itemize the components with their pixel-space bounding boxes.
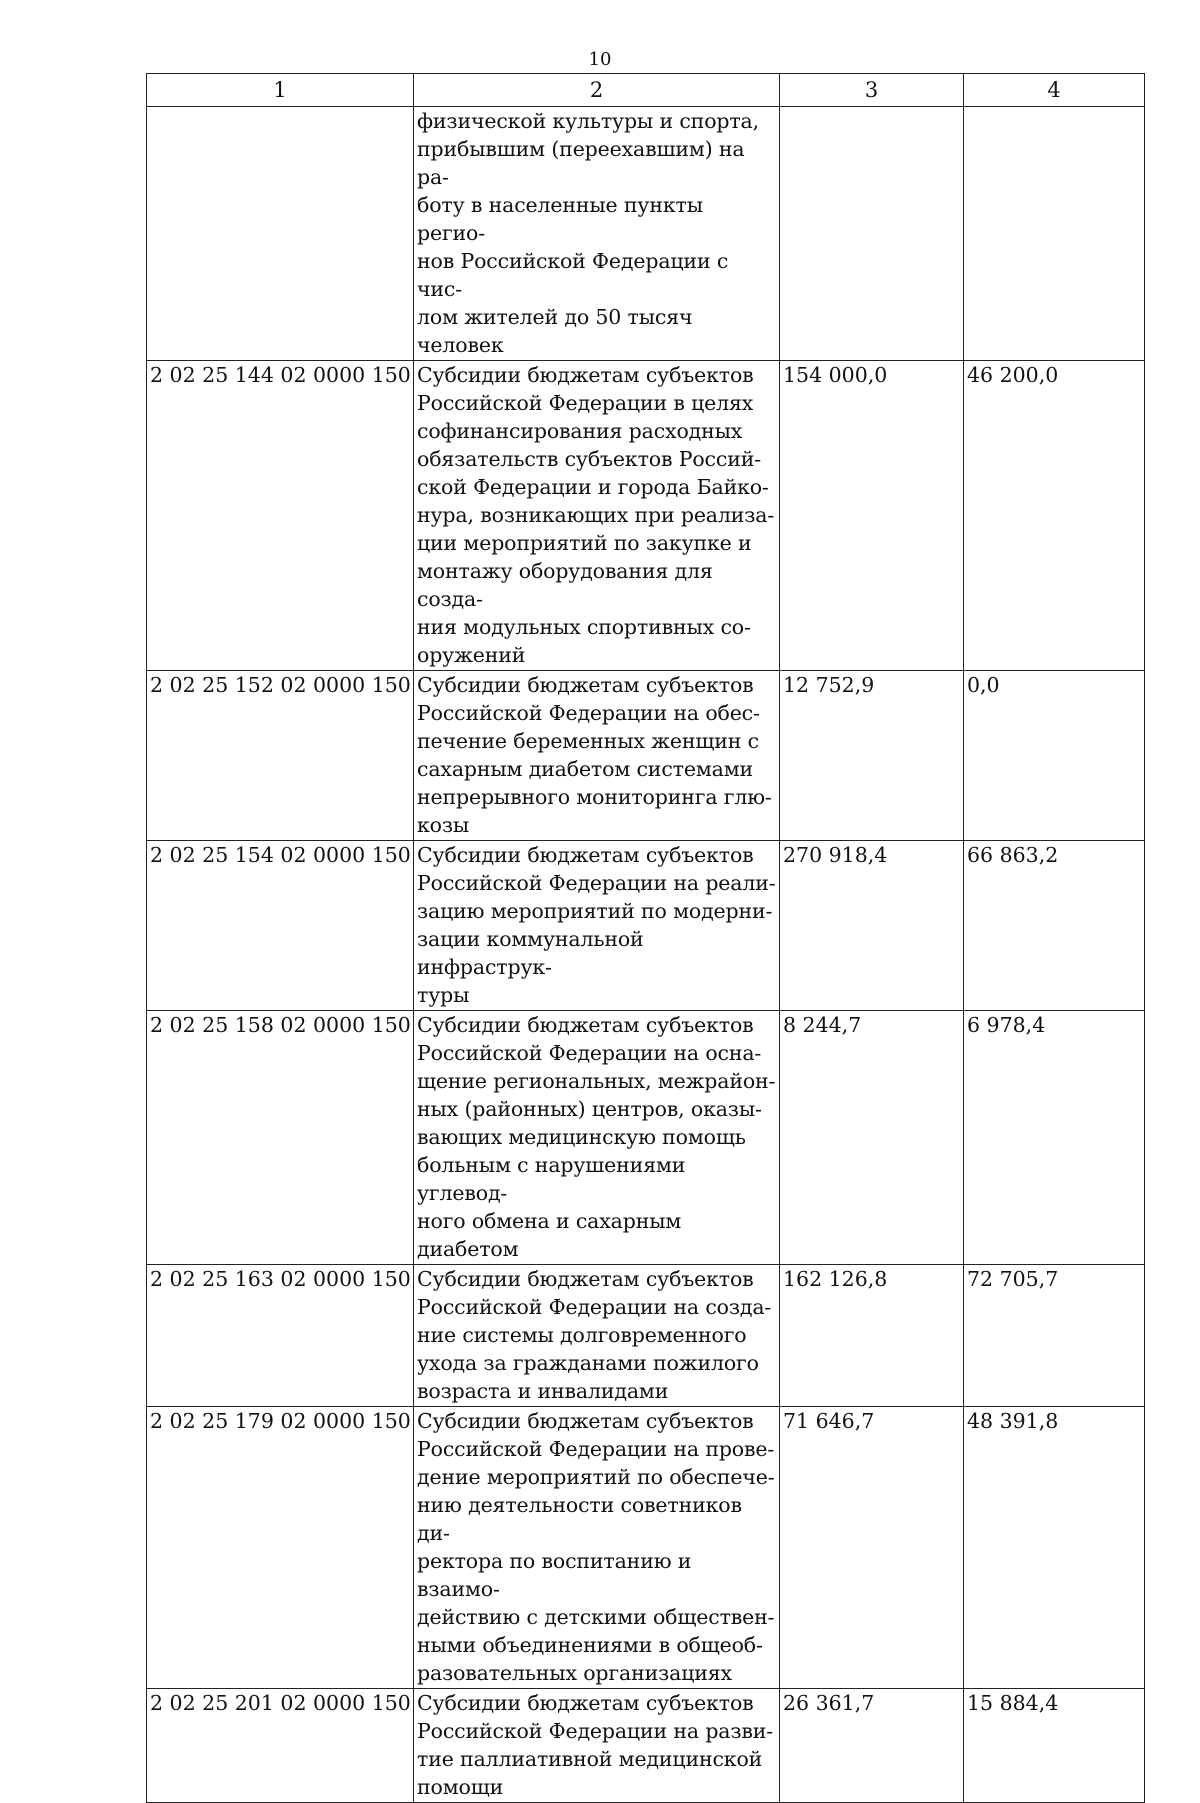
description-line: ции мероприятий по закупке и — [417, 531, 752, 555]
description-line: нура, возникающих при реализа- — [417, 503, 775, 527]
income-description — [414, 1265, 780, 1407]
description-line: Российской Федерации на обес- — [417, 701, 760, 725]
classification-code: 2 02 25 144 02 0000 150 — [147, 361, 414, 671]
income-description — [414, 361, 780, 671]
description-line: ными объединениями в общеоб- — [417, 1633, 763, 1657]
classification-code: 2 02 25 152 02 0000 150 — [147, 671, 414, 841]
description-line: Российской Федерации на прове- — [417, 1437, 775, 1461]
table-row — [147, 1407, 1145, 1689]
description-line: возраста и инвалидами — [417, 1379, 669, 1403]
classification-code: 2 02 25 154 02 0000 150 — [147, 841, 414, 1011]
description-line: Субсидии бюджетам субъектов — [417, 673, 754, 697]
description-line: Субсидии бюджетам субъектов — [417, 1267, 754, 1291]
description-line: Российской Федерации на реали- — [417, 871, 776, 895]
classification-code: 2 02 25 163 02 0000 150 — [147, 1265, 414, 1407]
table-row — [147, 107, 1145, 361]
description-line: ской Федерации и города Байко- — [417, 475, 769, 499]
amount-column-4: 6 978,4 — [964, 1011, 1145, 1265]
amount-column-3: 71 646,7 — [780, 1407, 964, 1689]
page-number: 10 — [588, 49, 612, 70]
description-line: туры — [417, 983, 470, 1007]
description-line: непрерывного мониторинга глю- — [417, 785, 772, 809]
table-row — [147, 1689, 1145, 1803]
description-line: монтажу оборудования для созда- — [417, 559, 713, 611]
description-line: Российской Федерации в целях — [417, 391, 754, 415]
column-header-4: 4 — [964, 74, 1145, 107]
description-line: разовательных организациях — [417, 1661, 732, 1685]
description-line: тие паллиативной медицинской — [417, 1747, 763, 1771]
amount-column-3: 162 126,8 — [780, 1265, 964, 1407]
column-header-3: 3 — [780, 74, 964, 107]
table-row — [147, 1265, 1145, 1407]
description-line: Субсидии бюджетам субъектов — [417, 843, 754, 867]
description-line: ного обмена и сахарным диабетом — [417, 1209, 682, 1261]
description-line: ных (районных) центров, оказы- — [417, 1097, 762, 1121]
description-line: софинансирования расходных — [417, 419, 743, 443]
description-line: оружений — [417, 643, 526, 667]
table-row — [147, 671, 1145, 841]
description-line: зацию мероприятий по модерни- — [417, 899, 773, 923]
description-line: вающих медицинскую помощь — [417, 1125, 746, 1149]
description-line: действию с детскими обществен- — [417, 1605, 775, 1629]
table-row — [147, 841, 1145, 1011]
description-line: ние системы долговременного — [417, 1323, 747, 1347]
description-line: Субсидии бюджетам субъектов — [417, 1013, 754, 1037]
amount-column-4: 72 705,7 — [964, 1265, 1145, 1407]
table-body — [147, 107, 1145, 1803]
description-line: ухода за гражданами пожилого — [417, 1351, 759, 1375]
description-line: лом жителей до 50 тысяч человек — [417, 305, 693, 357]
description-line: Субсидии бюджетам субъектов — [417, 1409, 754, 1433]
amount-column-4: 66 863,2 — [964, 841, 1145, 1011]
income-description — [414, 1689, 780, 1803]
income-description — [414, 841, 780, 1011]
amount-column-3: 270 918,4 — [780, 841, 964, 1011]
description-line: печение беременных женщин с — [417, 729, 759, 753]
description-line: боту в населенные пункты регио- — [417, 193, 703, 245]
description-line: прибывшим (переехавшим) на ра- — [417, 137, 745, 189]
description-line: Субсидии бюджетам субъектов — [417, 363, 754, 387]
amount-column-4: 46 200,0 — [964, 361, 1145, 671]
description-line: козы — [417, 813, 470, 837]
classification-code: 2 02 25 158 02 0000 150 — [147, 1011, 414, 1265]
description-line: Российской Федерации на созда- — [417, 1295, 772, 1319]
amount-column-3: 12 752,9 — [780, 671, 964, 841]
description-line: Российской Федерации на осна- — [417, 1041, 762, 1065]
column-header-2: 2 — [414, 74, 780, 107]
income-description — [414, 1011, 780, 1265]
description-line: Субсидии бюджетам субъектов — [417, 1691, 754, 1715]
amount-column-4 — [964, 107, 1145, 361]
income-description — [414, 107, 780, 361]
amount-column-4: 0,0 — [964, 671, 1145, 841]
description-line: помощи — [417, 1775, 504, 1799]
classification-code: 2 02 25 179 02 0000 150 — [147, 1407, 414, 1689]
amount-column-3 — [780, 107, 964, 361]
amount-column-3: 8 244,7 — [780, 1011, 964, 1265]
table-row — [147, 1011, 1145, 1265]
amount-column-3: 26 361,7 — [780, 1689, 964, 1803]
description-line: зации коммунальной инфраструк- — [417, 927, 644, 979]
column-header-1: 1 — [147, 74, 414, 107]
amount-column-3: 154 000,0 — [780, 361, 964, 671]
classification-code: 2 02 25 201 02 0000 150 — [147, 1689, 414, 1803]
amount-column-4: 15 884,4 — [964, 1689, 1145, 1803]
description-line: нов Российской Федерации с чис- — [417, 249, 729, 301]
description-line: физической культуры и спорта, — [417, 109, 759, 133]
description-line: обязательств субъектов Россий- — [417, 447, 762, 471]
amount-column-4: 48 391,8 — [964, 1407, 1145, 1689]
header-row — [147, 74, 1145, 107]
table-header — [147, 74, 1145, 107]
description-line: щение региональных, межрайон- — [417, 1069, 776, 1093]
description-line: Российской Федерации на разви- — [417, 1719, 774, 1743]
description-line: дение мероприятий по обеспече- — [417, 1465, 775, 1489]
description-line: ния модульных спортивных со- — [417, 615, 751, 639]
income-description — [414, 1407, 780, 1689]
description-line: ректора по воспитанию и взаимо- — [417, 1549, 692, 1601]
classification-code — [147, 107, 414, 361]
description-line: сахарным диабетом системами — [417, 757, 754, 781]
description-line: нию деятельности советников ди- — [417, 1493, 742, 1545]
budget-table — [146, 73, 1145, 1803]
description-line: больным с нарушениями углевод- — [417, 1153, 686, 1205]
income-description — [414, 671, 780, 841]
table-row — [147, 361, 1145, 671]
